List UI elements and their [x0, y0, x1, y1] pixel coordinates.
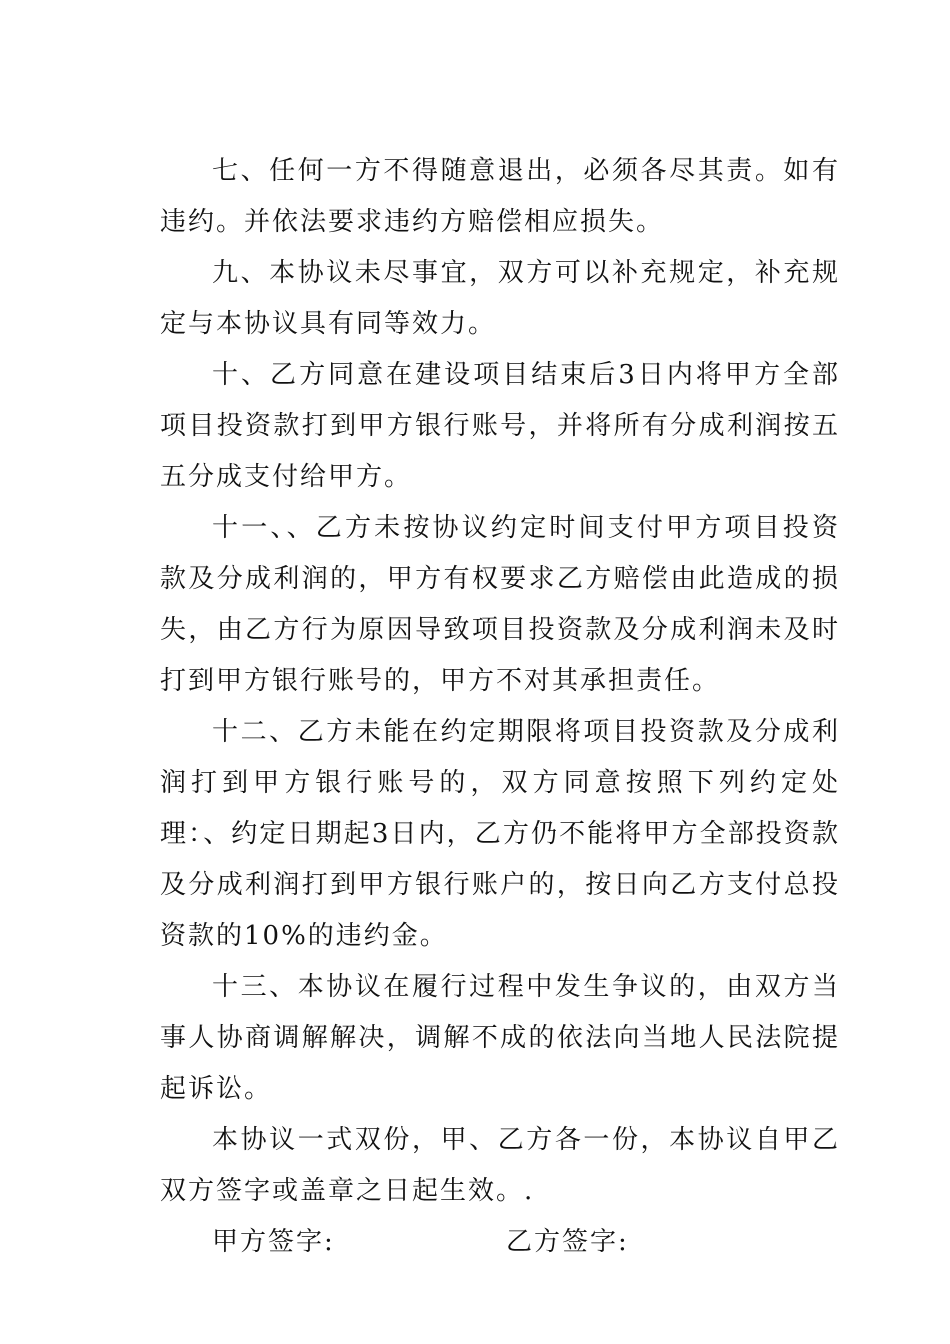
clause-9-paragraph: 九、本协议未尽事宜，双方可以补充规定，补充规定与本协议具有同等效力。 [160, 258, 840, 339]
clause-13-paragraph: 十三、本协议在履行过程中发生争议的，由双方当事人协商调解解决，调解不成的依法向当地人民法院提起诉讼。 [160, 972, 840, 1104]
signature-row [160, 1217, 840, 1268]
effectiveness-paragraph: 本协议一式双份，甲、乙方各一份，本协议自甲乙双方签字或盖章之日起生效。. [160, 1125, 840, 1206]
clause-11-paragraph: 十一、、乙方未按协议约定时间支付甲方项目投资款及分成利润的，甲方有权要求乙方赔偿由此造成的损失，由乙方行为原因导致项目投资款及分成利润未及时打到甲方银行账号的，甲方不对其承担责任。 [160, 513, 840, 696]
clause-12-paragraph: 十二、乙方未能在约定期限将项目投资款及分成利润打到甲方银行账号的，双方同意按照下列约定处理：、约定日期起3日内，乙方仍不能将甲方全部投资款及分成利润打到甲方银行账户的，按日向乙方支付总投资款的10%的违约金。 [160, 717, 840, 951]
clause-7-paragraph: 七、任何一方不得随意退出，必须各尽其责。如有违约。并依法要求违约方赔偿相应损失。 [160, 156, 840, 237]
party-a-signature-label: 甲方签字: [212, 1227, 335, 1257]
party-b-signature-label: 乙方签字: [506, 1227, 629, 1257]
document-body [160, 146, 840, 1268]
clause-10-paragraph: 十、乙方同意在建设项目结束后3日内将甲方全部项目投资款打到甲方银行账号，并将所有分成利润按五五分成支付给甲方。 [160, 360, 840, 492]
